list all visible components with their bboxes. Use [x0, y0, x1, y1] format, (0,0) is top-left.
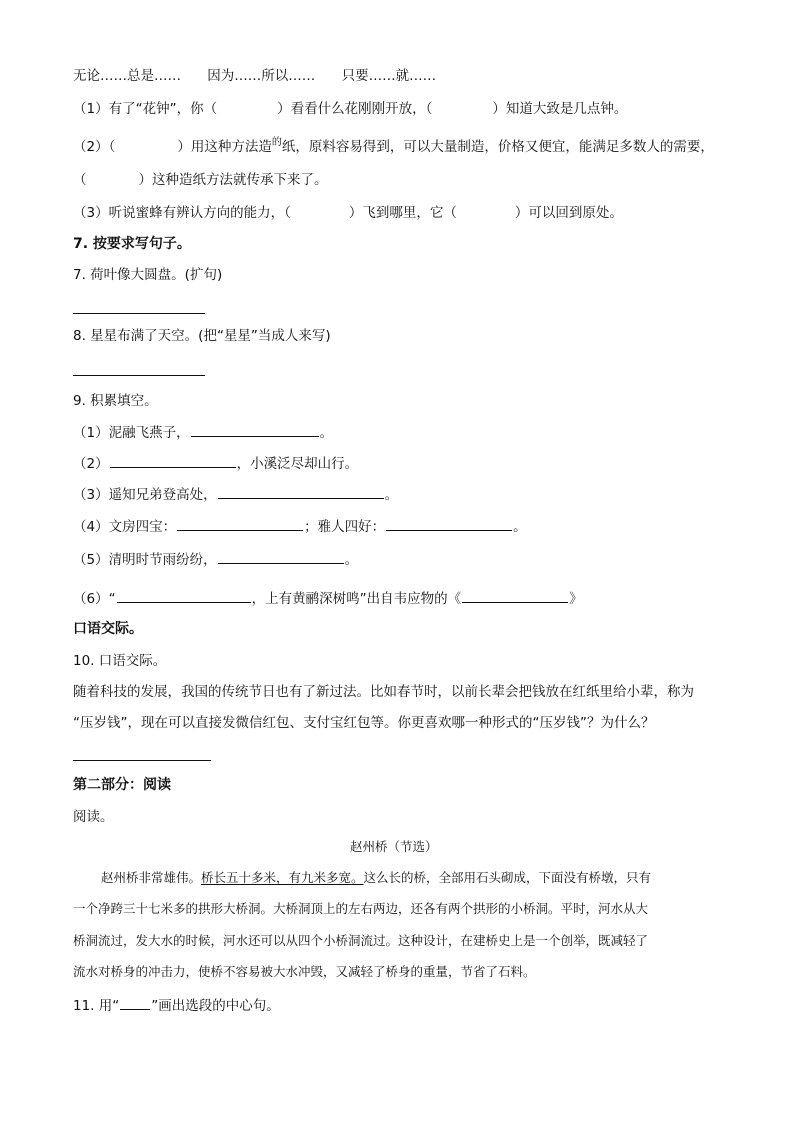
q9-3-text: （3）遥知兄弟登高处， [73, 487, 217, 503]
q9-item-3 [73, 485, 398, 504]
q9-item-6 [73, 589, 583, 608]
q1-text-a: （1）有了“花钟”，你（ [73, 101, 218, 117]
q9-6-blank-2[interactable] [462, 589, 568, 603]
q9-2-end: ，小溪泛尽却山行。 [236, 456, 359, 472]
q2-text-a: （2）（ [73, 139, 116, 155]
q9-4-end: 。 [513, 519, 527, 535]
connector-c: 只要……就…… [341, 68, 437, 84]
q9-1-end: 。 [319, 425, 334, 441]
passage-1b: 这么长的桥，全部用石头砌成，下面没有桥墩，只有 [363, 870, 652, 885]
connector-row [73, 67, 436, 85]
q9-3-blank[interactable] [218, 485, 384, 499]
reading-instruction: 阅读。 [73, 809, 114, 825]
q9-item-1 [73, 423, 333, 442]
fill-question-2 [73, 138, 714, 158]
passage-line-4: 流水对桥身的冲击力，使桥不容易被大水冲毁，又减轻了桥身的重量，节省了石料。 [73, 964, 536, 979]
fill-question-2-cont [73, 171, 328, 189]
passage-line-3: 桥洞流过，发大水的时候，河水还可以从四个小桥洞流过。这种设计，在建桥史上是一个创举，既减轻了 [73, 933, 649, 948]
q9-6-end: 》 [569, 591, 583, 607]
section-7-heading: 7. 按要求写句子。 [73, 236, 191, 252]
connector-b: 因为……所以…… [207, 68, 316, 84]
q9-2-text: （2） [73, 456, 109, 472]
passage-central-sentence: 桥长五十多米，有九米多宽。 [201, 870, 364, 885]
question-10: 10. 口语交际。 [73, 653, 167, 669]
passage-line-2: 一个净跨三十七米多的拱形大桥洞。大桥洞顶上的左右两边，还各有两个拱形的小桥洞。平时，河水从大 [73, 901, 649, 916]
q9-4-blank-2[interactable] [386, 517, 512, 531]
q9-2-blank[interactable] [110, 454, 236, 468]
q2-superscript: 的 [271, 137, 282, 148]
question-11 [73, 996, 280, 1015]
q1-text-c: ）知道大致是几点钟。 [492, 101, 628, 117]
oral-paragraph-1: 随着科技的发展，我国的传统节日也有了新过法。比如春节时，以前长辈会把钱放在红纸里给小辈，称为 [73, 684, 694, 700]
q9-4-blank-1[interactable] [177, 517, 303, 531]
answer-line-8[interactable] [73, 375, 205, 376]
q3-text-a: （3）听说蜜蜂有辨认方向的能力，（ [73, 205, 291, 221]
q9-5-blank[interactable] [218, 550, 344, 564]
oral-heading: 口语交际。 [73, 621, 143, 637]
q9-item-4 [73, 517, 527, 536]
q3-text-b: ）飞到哪里，它（ [348, 205, 457, 221]
passage-title: 赵州桥（节选） [350, 839, 438, 854]
connector-a: 无论……总是…… [73, 68, 181, 84]
q9-5-text: （5）清明时节雨纷纷， [73, 552, 217, 568]
q9-4-text: （4）文房四宝： [73, 519, 177, 535]
q2-text-c: 纸，原料容易得到，可以大量制造，价格又便宜，能满足多数人的需要， [281, 139, 714, 155]
question-7: 7. 荷叶像大圆盘。(扩句) [73, 267, 223, 283]
q9-1-text: （1）泥融飞燕子， [73, 425, 190, 441]
q9-6-blank-1[interactable] [117, 589, 251, 603]
q2-text-b: ）用这种方法造 [177, 139, 272, 155]
part-two-heading: 第二部分：阅读 [73, 777, 171, 793]
oral-paragraph-2: “压岁钱”，现在可以直接发微信红包、支付宝红包等。你更喜欢哪一种形式的“压岁钱”？为什么？ [73, 715, 655, 731]
q9-5-end: 。 [344, 552, 359, 568]
q9-1-blank[interactable] [191, 423, 319, 437]
passage-1a: 赵州桥非常雄伟。 [101, 870, 202, 885]
q3-text-c: ）可以回到原处。 [514, 205, 623, 221]
fill-question-3 [73, 204, 623, 222]
q11-text-a: 11. 用“ [73, 998, 120, 1014]
q9-4-mid: ；雅人四好： [304, 519, 386, 535]
question-8: 8. 星星布满了天空。(把“星星”当成人来写) [73, 328, 331, 344]
q9-item-2 [73, 454, 358, 473]
question-9: 9. 积累填空。 [73, 393, 158, 409]
q9-3-end: 。 [384, 487, 399, 503]
q9-item-5 [73, 550, 358, 569]
passage-line-1 [101, 869, 651, 887]
q11-text-b: ”画出选段的中心句。 [151, 998, 280, 1014]
q2-text-e: ）这种造纸方法就传承下来了。 [138, 172, 328, 188]
answer-line-7[interactable] [73, 313, 205, 314]
q2-text-d: （ [73, 172, 87, 188]
answer-line-10[interactable] [73, 760, 211, 761]
q1-text-b: ）看看什么花刚刚开放，（ [277, 101, 433, 117]
q11-underline-sample [120, 996, 150, 1010]
fill-question-1 [73, 100, 627, 118]
q9-6-text: （6）“ [73, 591, 116, 607]
q9-6-mid: ，上有黄鹂深树鸣”出自韦应物的《 [251, 591, 462, 607]
